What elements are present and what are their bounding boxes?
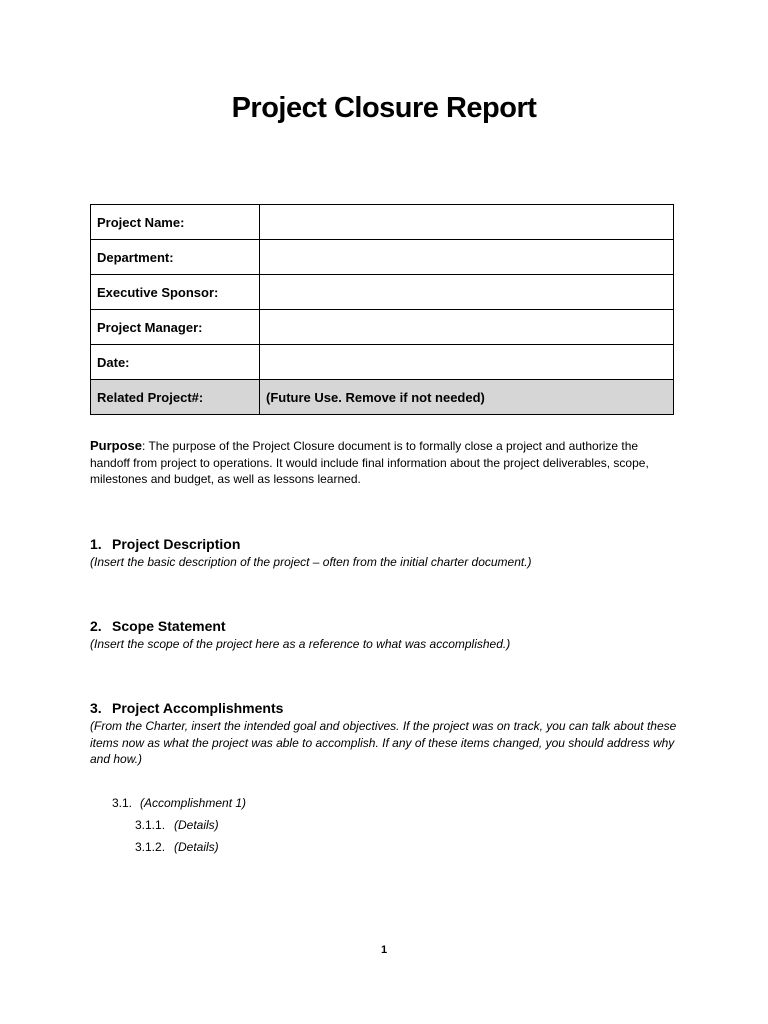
row-value[interactable] — [260, 275, 674, 310]
table-row — [91, 275, 674, 310]
outline-text: (Details) — [174, 840, 219, 854]
project-info-table — [90, 204, 674, 415]
outline-text: (Accomplishment 1) — [140, 796, 247, 810]
outline-item — [135, 840, 219, 854]
section-number: 3. — [90, 700, 102, 716]
row-label: Department: — [91, 240, 260, 275]
section-heading — [90, 700, 686, 716]
outline-number: 3.1.2. — [135, 840, 166, 854]
outline-number: 3.1. — [112, 796, 133, 810]
section-number: 1. — [90, 536, 102, 552]
row-value[interactable] — [260, 310, 674, 345]
section-project-description — [90, 536, 690, 571]
table-row — [91, 205, 674, 240]
purpose-paragraph — [90, 438, 680, 488]
row-label: Project Name: — [91, 205, 260, 240]
document-title: Project Closure Report — [231, 92, 537, 124]
row-label: Executive Sponsor: — [91, 275, 260, 310]
section-body: (Insert the scope of the project here as a reference to what was accomplished.) — [90, 637, 511, 651]
purpose-text: : The purpose of the Project Closure document is to formally close a project and authorize the handoff from project to operations. It would include final information about the project deliverables, scope, milestones and budget, as well as lessons learned. — [90, 439, 649, 486]
table-row — [91, 310, 674, 345]
section-project-accomplishments — [90, 700, 686, 768]
row-label: Date: — [91, 345, 260, 380]
section-title: Scope Statement — [112, 618, 226, 634]
row-label: Related Project#: — [91, 380, 260, 415]
row-value[interactable] — [260, 345, 674, 380]
row-value[interactable] — [260, 205, 674, 240]
row-label: Project Manager: — [91, 310, 260, 345]
section-scope-statement — [90, 618, 690, 653]
section-heading — [90, 536, 690, 552]
purpose-lead: Purpose — [90, 438, 143, 453]
section-heading — [90, 618, 690, 634]
section-body: (From the Charter, insert the intended goal and objectives. If the project was on track, you can talk about these items now as what the project was able to accomplish. If any of these items changed, you should address why and how.) — [90, 719, 677, 766]
page-number: 1 — [380, 944, 388, 956]
row-value[interactable] — [260, 240, 674, 275]
outline-number: 3.1.1. — [135, 818, 166, 832]
section-title: Project Accomplishments — [112, 700, 284, 716]
table-row — [91, 380, 674, 415]
table-row — [91, 345, 674, 380]
section-body: (Insert the basic description of the project – often from the initial charter document.) — [90, 555, 532, 569]
outline-item — [135, 818, 219, 832]
outline-text: (Details) — [174, 818, 219, 832]
section-title: Project Description — [112, 536, 241, 552]
outline-item — [112, 796, 246, 810]
section-number: 2. — [90, 618, 102, 634]
row-value[interactable]: (Future Use. Remove if not needed) — [260, 380, 674, 415]
table-row — [91, 240, 674, 275]
